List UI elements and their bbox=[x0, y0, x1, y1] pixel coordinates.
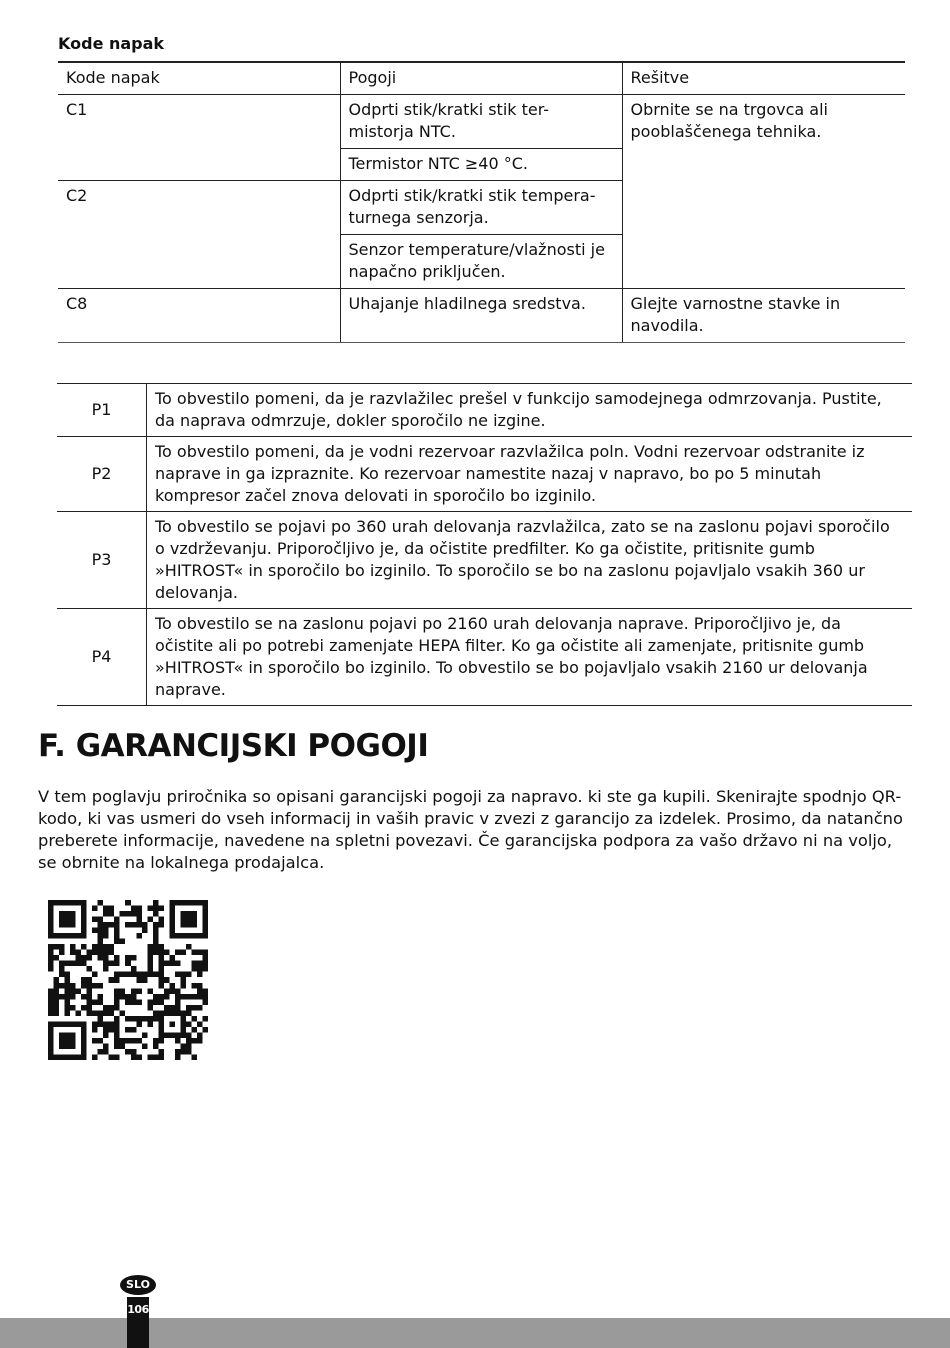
qr-code-icon[interactable] bbox=[48, 900, 208, 1060]
warranty-heading: F. GARANCIJSKI POGOJI bbox=[38, 728, 429, 764]
error-code-table bbox=[58, 61, 905, 343]
message-code: P1 bbox=[57, 384, 147, 437]
page-number: 106 bbox=[127, 1303, 149, 1316]
table-row bbox=[57, 512, 912, 609]
c1-c2-solution: Obrnite se na trgovca ali pooblaščenega tehnika. bbox=[622, 95, 905, 289]
table-header-row bbox=[58, 62, 905, 95]
table-row bbox=[57, 609, 912, 706]
c8-condition: Uhajanje hladilnega sredstva. bbox=[340, 289, 622, 343]
message-text: To obvestilo pomeni, da je vodni rezervoar razvlažilca poln. Vodni rezervoar odstranite iz naprave in ga izpraznite. Ko rezervoar namestite nazaj v napravo, bo po 5 minutah kompresor začel znova delovati in sporočilo bo izginilo. bbox=[147, 437, 913, 512]
c1-condition-2: Termistor NTC ≥40 °C. bbox=[340, 149, 622, 181]
message-code: P2 bbox=[57, 437, 147, 512]
page-tab bbox=[127, 1297, 149, 1348]
table-row bbox=[57, 437, 912, 512]
language-badge: SLO bbox=[120, 1275, 156, 1295]
c8-solution: Glejte varnostne stavke in navodila. bbox=[622, 289, 905, 343]
code-c1: C1 bbox=[58, 95, 340, 181]
table-row bbox=[57, 384, 912, 437]
message-table bbox=[57, 383, 912, 706]
header-conditions: Pogoji bbox=[340, 62, 622, 95]
c2-condition-1: Odprti stik/kratki stik tempera-turnega senzorja. bbox=[340, 181, 622, 235]
code-c2: C2 bbox=[58, 181, 340, 289]
section-title: Kode napak bbox=[58, 34, 165, 53]
header-solutions: Rešitve bbox=[622, 62, 905, 95]
c1-condition-1: Odprti stik/kratki stik ter-mistorja NTC. bbox=[340, 95, 622, 149]
message-text: To obvestilo se na zaslonu pojavi po 2160 urah delovanja naprave. Priporočljivo je, da očistite ali po potrebi zamenjate HEPA filter. Ko ga očistite ali zamenjate, pritisnite gumb »HITROST« in sporočilo bo izginilo. To obvestilo se bo pojavljalo vsakih 2160 ur delovanja naprave. bbox=[147, 609, 913, 706]
code-c8: C8 bbox=[58, 289, 340, 343]
table-row bbox=[58, 95, 905, 149]
c2-condition-2: Senzor temperature/vlažnosti je napačno priključen. bbox=[340, 235, 622, 289]
message-code: P4 bbox=[57, 609, 147, 706]
warranty-intro: V tem poglavju priročnika so opisani garancijski pogoji za napravo. ki ste ga kupili. Skenirajte spodnjo QR-kodo, ki vas usmeri do vseh informacij in vaših pravic v zvezi z garancijo za izdelek. Prosimo, da natančno preberete informacije, navedene na spletni povezavi. Če garancijska podpora za vašo državo ni na voljo, se obrnite na lokalnega prodajalca. bbox=[38, 787, 903, 872]
message-text: To obvestilo pomeni, da je razvlažilec prešel v funkcijo samodejnega odmrzovanja. Pustite, da naprava odmrzuje, dokler sporočilo ne izgine. bbox=[147, 384, 913, 437]
message-code: P3 bbox=[57, 512, 147, 609]
header-code: Kode napak bbox=[58, 62, 340, 95]
table-row bbox=[58, 289, 905, 343]
message-text: To obvestilo se pojavi po 360 urah delovanja razvlažilca, zato se na zaslonu pojavi sporočilo o vzdrževanju. Priporočljivo je, da očistite predfilter. Ko ga očistite, pritisnite gumb »HITROST« in sporočilo bo izginilo. To sporočilo se bo na zaslonu pojavljalo vsakih 360 ur delovanja. bbox=[147, 512, 913, 609]
